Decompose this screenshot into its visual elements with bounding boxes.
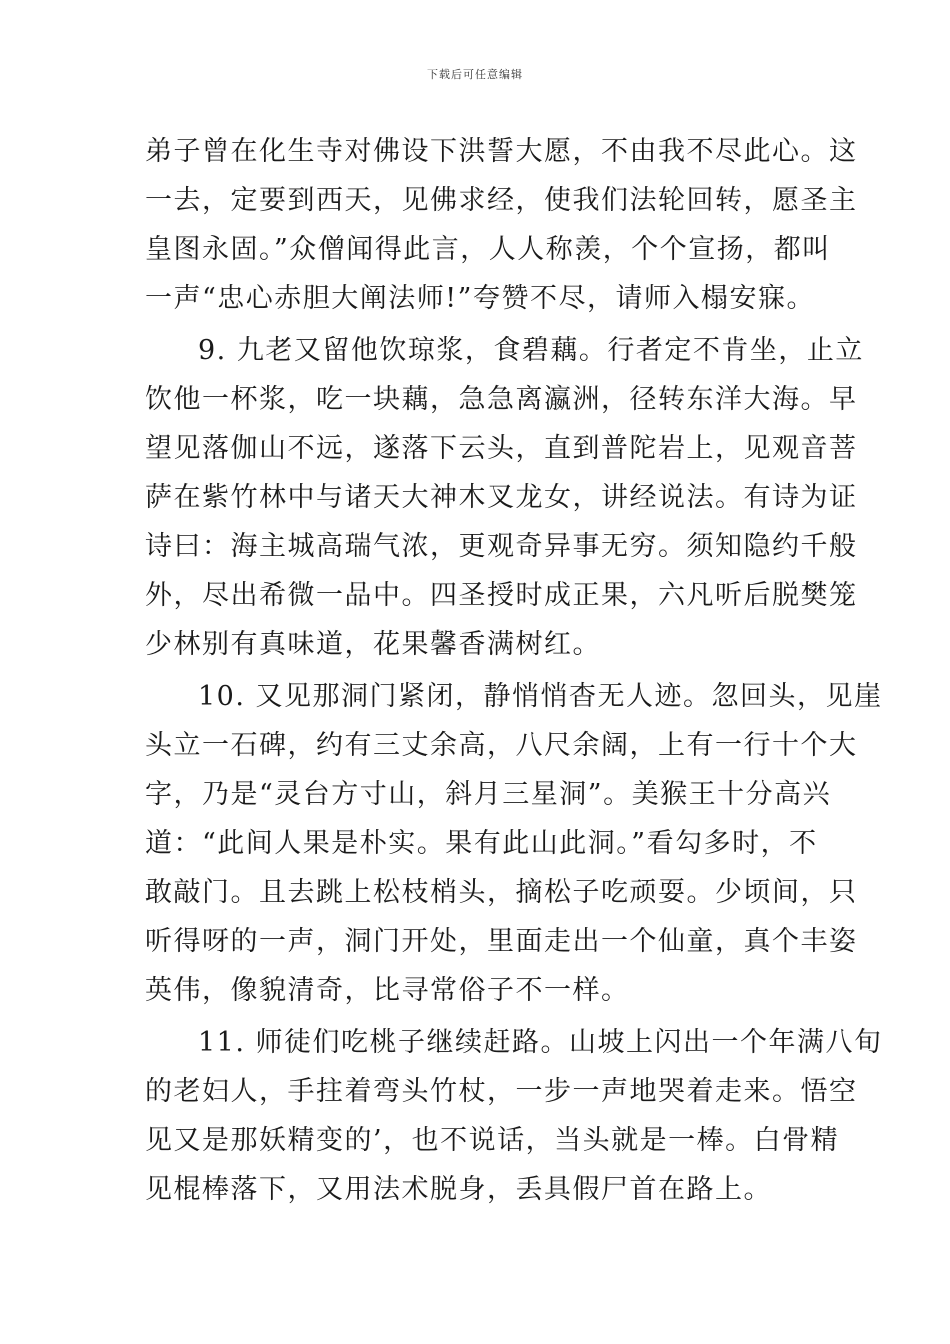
text-line: 外，尽出希微一品中。四圣授时成正果，六凡听后脱樊笼	[145, 580, 858, 611]
text-line: 的老妇人，手拄着弯头竹杖，一步一声地哭着走来。悟空	[145, 1076, 858, 1107]
text-line: 萨在紫竹林中与诸天大神木叉龙女，讲经说法。有诗为证	[145, 482, 858, 513]
text-line: 见棍棒落下，又用法术脱身，丢具假尸首在路上。	[145, 1174, 772, 1205]
text-line: 敢敲门。且去跳上松枝梢头，摘松子吃顽耍。少顷间，只	[145, 877, 858, 908]
text-line: 见又是那妖精变的’，也不说话，当头就是一棒。白骨精	[145, 1125, 840, 1156]
page-header: 下载后可任意编辑	[427, 68, 523, 81]
paragraph-start-line: 11. 师徒们吃桃子继续赶路。山坡上闪出一个年满八旬	[198, 1027, 883, 1058]
text-line: 饮他一杯浆，吃一块藕，急急离瀛洲，径转东洋大海。早	[145, 384, 858, 415]
text-line: 诗曰：海主城高瑞气浓，更观奇异事无穷。须知隐约千般	[145, 531, 858, 562]
text-line: 道：“此间人果是朴实。果有此山此洞。”看勾多时，不	[145, 828, 818, 859]
text-line: 字，乃是“灵台方寸山，斜月三星洞”。美猴王十分高兴	[145, 779, 832, 810]
paragraph-start-line: 9. 九老又留他饮琼浆，食碧藕。行者定不肯坐，止立	[198, 335, 864, 366]
text-line: 弟子曾在化生寺对佛设下洪誓大愿，不由我不尽此心。这	[145, 136, 858, 167]
text-line: 皇图永固。”众僧闻得此言，人人称羡，个个宣扬，都叫	[145, 234, 831, 265]
text-line: 听得呀的一声，洞门开处，里面走出一个仙童，真个丰姿	[145, 926, 858, 957]
text-line: 头立一石碑，约有三丈余高，八尺余阔，上有一行十个大	[145, 730, 858, 761]
text-line: 英伟，像貌清奇，比寻常俗子不一样。	[145, 975, 630, 1006]
text-line: 一声“忠心赤胆大阐法师!”夸赞不尽，请师入榻安寐。	[145, 283, 815, 314]
text-line: 一去，定要到西天，见佛求经，使我们法轮回转，愿圣主	[145, 185, 858, 216]
text-line: 望见落伽山不远，遂落下云头，直到普陀岩上，见观音菩	[145, 433, 858, 464]
text-line: 少林别有真味道，花果馨香满树红。	[145, 629, 601, 660]
paragraph-start-line: 10. 又见那洞门紧闭，静悄悄杳无人迹。忽回头，见崖	[198, 681, 883, 712]
